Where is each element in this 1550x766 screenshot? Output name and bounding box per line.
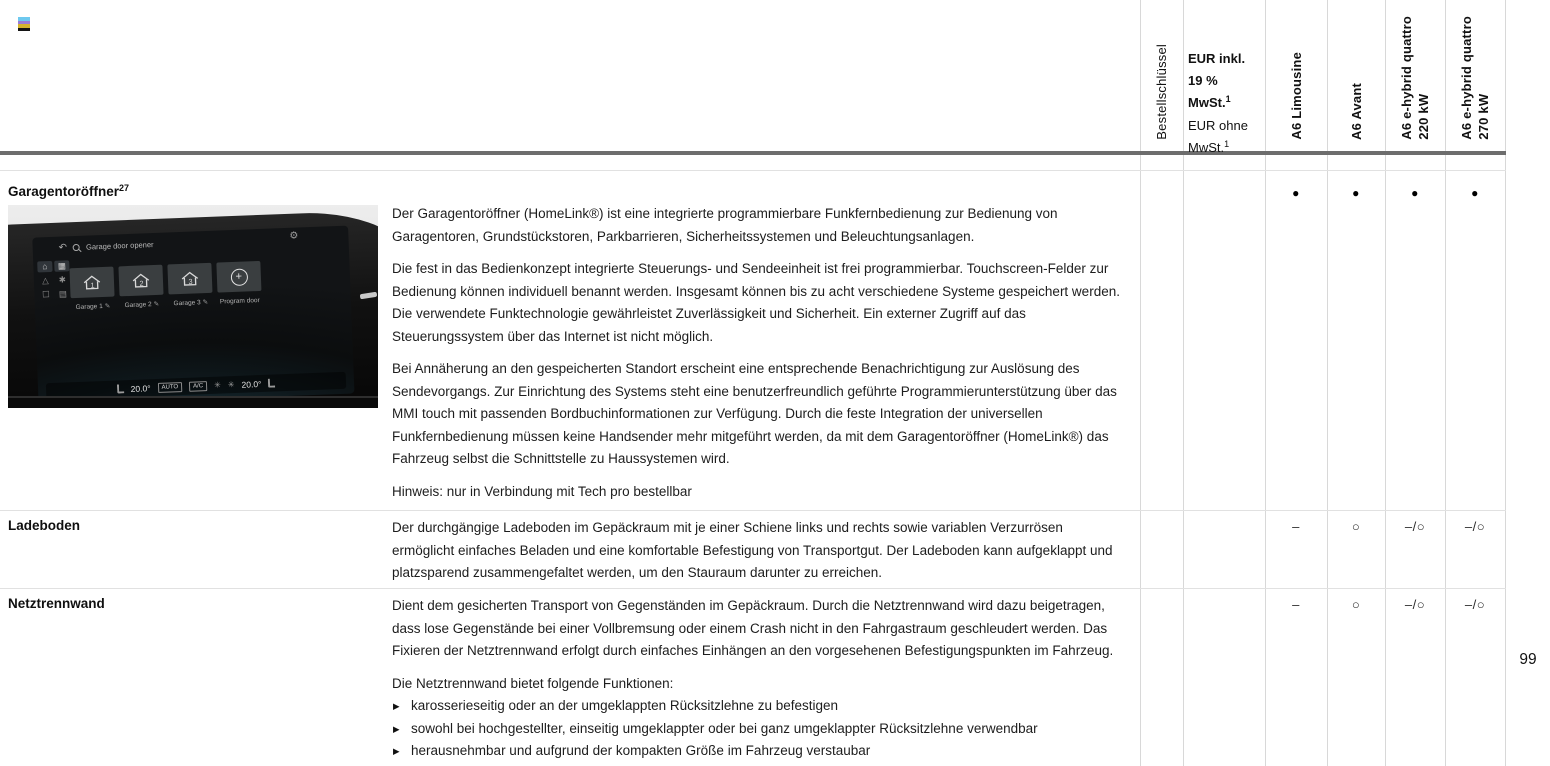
screen-topbar: [58, 240, 153, 253]
program-door-label: Program door: [219, 296, 260, 306]
column-header-model-a6-avant: [1348, 83, 1365, 140]
svg-text:1: 1: [90, 280, 95, 290]
paragraph: Bei Annäherung an den gespeicherten Standort erscheint eine entsprechende Benachrichtigung zur Auslösung des Sendevorgangs. Zur Einrichtung des Systems steht eine benutzerfreundlich geführte Programmierunterstützung über das MMI touch mit passenden Bordbuchinformationen zur Verfügung. Durch die feste Integration der universellen Funkfernbedienung müssen keine Handsender mehr mitgeführt werden, da mit dem Garagentoröffner (HomeLink®) das Fahrzeug selbst die Schnittstelle zu Haussystemen wird.: [392, 361, 1117, 466]
house-1-icon: [82, 274, 103, 291]
availability-a6-ehybrid-270: –/○: [1464, 597, 1486, 612]
model-name: A6 Avant: [1349, 83, 1364, 140]
availability-a6-limousine: –: [1292, 597, 1300, 612]
garage-3-label: Garage 3 ✎: [173, 298, 209, 307]
back-icon: ↶: [58, 242, 68, 254]
list-item: ▶ sowohl bei hochgestellter, einseitig umgeklappter oder bei ganz umgeklappter Rücksitzlehne verwendbar: [392, 718, 1125, 741]
footnote-marker: 1: [1225, 94, 1231, 104]
edit-pencil-icon: ✎: [202, 298, 209, 307]
column-divider: [1385, 0, 1386, 766]
availability-a6-avant: ●: [1352, 186, 1360, 200]
model-name: A6 e-hybrid quattro: [1399, 16, 1414, 140]
row-title-ladeboden: Ladeboden: [8, 518, 81, 533]
home-icon: ⌂: [37, 261, 52, 273]
model-name: A6 Limousine: [1289, 52, 1304, 140]
infotainment-screen: [32, 226, 354, 406]
availability-a6-ehybrid-270: –/○: [1464, 519, 1486, 534]
netztrennwand-feature-list: [392, 695, 1125, 763]
availability-a6-limousine: ●: [1292, 186, 1300, 200]
column-header-model-a6-limousine: [1288, 52, 1305, 140]
availability-row-garagentoroeffner: [1265, 186, 1505, 200]
fan-icon: ✳: [213, 380, 221, 390]
availability-a6-avant: ○: [1351, 519, 1361, 534]
gear-icon: ⚙: [289, 230, 299, 242]
availability-a6-ehybrid-270: ●: [1471, 186, 1479, 200]
netztrennwand-description: [392, 595, 1125, 763]
color-stripe: [18, 28, 30, 32]
availability-a6-ehybrid-220: –/○: [1404, 597, 1426, 612]
column-header-price: [1188, 48, 1262, 160]
garage-tiles: [69, 261, 261, 298]
availability-row-netztrennwand: [1265, 597, 1505, 612]
price-header-line: MwSt.$^1$: [1188, 139, 1230, 155]
garage-1-label: Garage 1 ✎: [75, 302, 111, 311]
row-divider: [0, 170, 1506, 171]
header-rule: [0, 151, 1506, 155]
house-3-icon: [180, 270, 201, 287]
svg-text:2: 2: [139, 278, 144, 288]
fan-icon: ✳: [227, 380, 235, 390]
column-header-model-a6-ehybrid-270: [1458, 16, 1492, 140]
garage-tile-1: [69, 267, 114, 299]
price-header-line: EUR ohne: [1188, 118, 1248, 133]
edit-pencil-icon: ✎: [104, 302, 111, 310]
list-item: ▶ herausnehmbar und aufgrund der kompakten Größe im Fahrzeug verstaubar: [392, 740, 1125, 763]
ladeboden-description: [392, 517, 1125, 595]
ac-button: A/C: [189, 381, 207, 392]
availability-row-ladeboden: [1265, 519, 1505, 534]
availability-a6-ehybrid-220: –/○: [1404, 519, 1426, 534]
paragraph: Der Garagentoröffner (HomeLink®) ist eine integrierte programmierbare Funkfernbedienung zur Bedienung von Garagentoren, Grundstückstoren, Parkbarrieren, Sicherheitssystemen und Beleuchtungsanlagen.: [392, 206, 1058, 244]
house-2-icon: [131, 272, 152, 289]
column-divider: [1183, 0, 1184, 766]
model-power: 220 kW: [1416, 93, 1431, 140]
phone-icon: ☐: [41, 289, 50, 300]
edit-pencil-icon: ✎: [153, 300, 160, 309]
apps-grid-icon: ▦: [54, 260, 69, 272]
column-divider: [1505, 0, 1506, 766]
row-title-netztrennwand: Netztrennwand: [8, 596, 105, 611]
garage-tile-2: [118, 265, 163, 297]
print-color-bar-icon: [18, 17, 30, 31]
paragraph: Der durchgängige Ladeboden im Gepäckraum mit je einer Schiene links und rechts sowie variablen Verzurrösen ermöglicht einfaches Beladen und eine komfortable Befestigung von Transportgut. Der Ladeboden kann aufgeklappt und platzsparend zusammengefaltet werden, um den Stauraum darunter zu erreichen.: [392, 520, 1113, 580]
garage-tile-labels: [71, 296, 262, 311]
garage-tile-3: [167, 263, 212, 295]
paragraph: Dient dem gesicherten Transport von Gegenständen im Gepäckraum. Durch die Netztrennwand wird dazu beigetragen, dass lose Gegenstände bei einer Vollbremsung oder einem Crash nicht in den Fahrgastraum geschleudert werden. Das Fixieren der Netztrennwand erfolgt durch einfaches Einhängen an den vorgesehenen Befestigungspunkten im Fahrzeug.: [392, 598, 1114, 658]
search-icon: [73, 244, 80, 251]
row-title-garagentoroeffner: Garagentoröffner$^{27}$: [8, 183, 130, 199]
availability-a6-avant: ○: [1351, 597, 1361, 612]
dashboard: [8, 209, 378, 408]
warning-icon: △: [41, 275, 49, 286]
footnote-marker: 27: [119, 183, 130, 193]
column-header-bestellschluessel: [1153, 44, 1170, 140]
column-header-model-a6-ehybrid-220: [1398, 16, 1432, 140]
program-door-tile: [216, 261, 261, 293]
screen-sidebar: [37, 260, 72, 300]
garagentoroeffner-description: [392, 203, 1125, 513]
model-name: A6 e-hybrid quattro: [1459, 16, 1474, 140]
temperature-right: 20.0°: [241, 378, 262, 390]
note-paragraph: Hinweis: nur in Verbindung mit Tech pro bestellbar: [392, 483, 692, 499]
column-divider: [1140, 0, 1141, 766]
car-icon: ▤: [58, 288, 68, 299]
bullet-triangle-icon: ▶: [393, 746, 400, 756]
screen-title: Garage door opener: [85, 240, 154, 252]
price-header-line: 19 % MwSt.$^1$: [1188, 73, 1231, 110]
availability-a6-limousine: –: [1292, 519, 1300, 534]
svg-text:3: 3: [188, 276, 193, 287]
seat-left-icon: [116, 384, 123, 393]
infotainment-photo: [8, 205, 378, 408]
seat-right-icon: [268, 378, 275, 387]
footnote-marker: 1: [1224, 139, 1230, 149]
dashboard-lower-trim: [8, 398, 378, 408]
paragraph: Die fest in das Bedienkonzept integrierte Steuerungs- und Sendeeinheit ist frei programmierbar. Touchscreen-Felder zur Bedienung können individuell benannt werden. Insgesamt können bis zu acht verschiedene Systeme gespeichert werden. Die verwendete Funktechnologie gewährleistet Zuverlässigkeit und Sicherheit. Ein externer Zugriff auf das Steuerungssystem über das Internet ist nicht möglich.: [392, 261, 1120, 344]
paragraph: Die Netztrennwand bietet folgende Funktionen:: [392, 675, 674, 691]
bullet-triangle-icon: ▶: [393, 723, 400, 734]
star-icon: ✱: [58, 274, 67, 285]
column-divider: [1327, 0, 1328, 766]
price-header-line: EUR inkl.: [1188, 51, 1246, 66]
plus-icon: +: [230, 268, 248, 286]
page-number: 99: [1519, 651, 1537, 668]
column-divider: [1445, 0, 1446, 766]
temperature-left: 20.0°: [130, 382, 151, 394]
garage-2-label: Garage 2 ✎: [124, 300, 160, 309]
auto-button: AUTO: [157, 382, 182, 393]
column-header-label: Bestellschlüssel: [1154, 44, 1169, 140]
column-divider: [1265, 0, 1266, 766]
model-power: 270 kW: [1476, 93, 1491, 140]
list-item: ▶ karosserieseitig oder an der umgeklappten Rücksitzlehne zu befestigen: [392, 695, 1125, 718]
availability-a6-ehybrid-220: ●: [1411, 186, 1419, 200]
bullet-triangle-icon: ▶: [393, 701, 400, 711]
